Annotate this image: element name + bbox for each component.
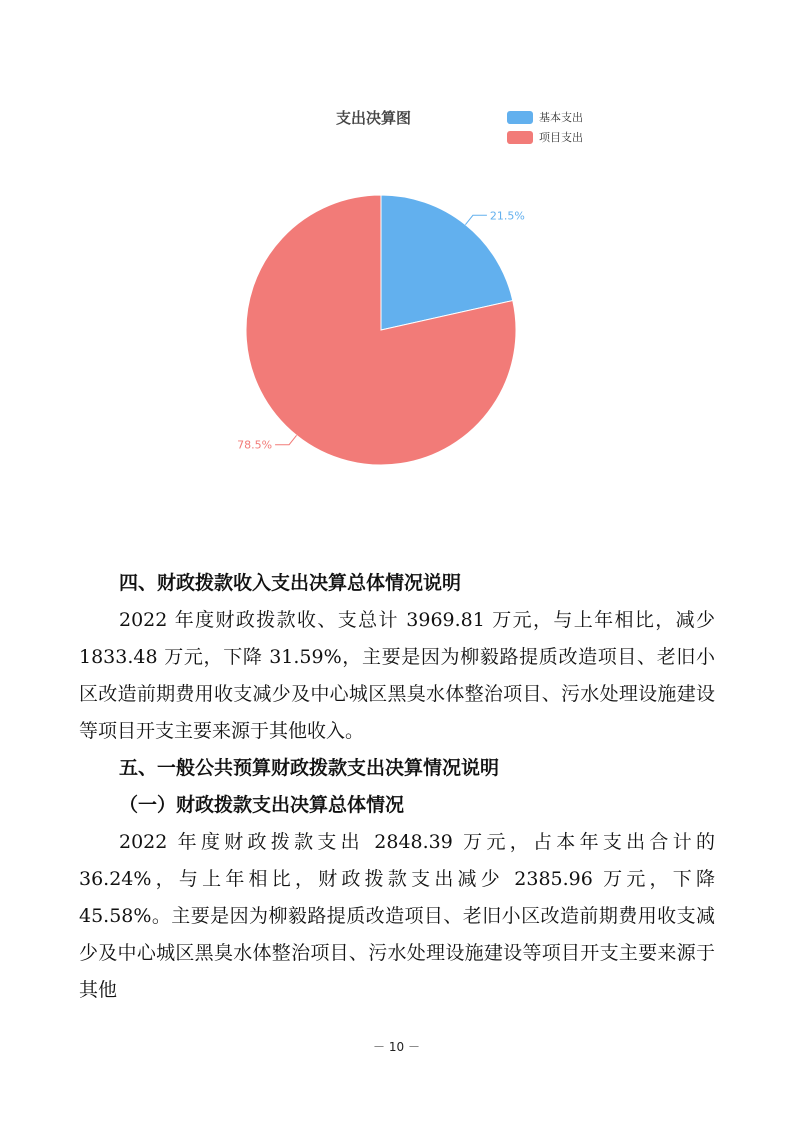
page-number: － 10 － bbox=[373, 1040, 420, 1054]
subsection1-heading: （一）财政拨款支出决算总体情况 bbox=[119, 794, 405, 816]
pie-label-basic: 21.5% bbox=[489, 209, 525, 223]
pie-label-project: 78.5% bbox=[237, 438, 273, 452]
pie-label-basic-leader bbox=[465, 215, 487, 224]
subsection1-paragraph: 2022 年度财政拨款支出 2848.39 万元，占本年支出合计的 36.24%，与上年相比，财政拨款支出减少 2385.96 万元，下降 45.58%。主要是因为柳毅路提质改造项目、老旧小区改造前期费用收支减少及中心城区黑臭水体整治项目、污水处理设施建设等项目开支主要来源于其他 bbox=[79, 831, 715, 1001]
pie-label-project-leader bbox=[275, 435, 297, 444]
legend-label-project: 项目支出 bbox=[539, 131, 583, 144]
section4-paragraph: 2022 年度财政拨款收、支总计 3969.81 万元，与上年相比，减少 1833.48 万元，下降 31.59%，主要是因为柳毅路提质改造项目、老旧小区改造前期费用收支减少及中心城区黑臭水体整治项目、污水处理设施建设等项目开支主要来源于其他收入。 bbox=[79, 609, 715, 742]
section5-heading: 五、一般公共预算财政拨款支出决算情况说明 bbox=[119, 757, 500, 779]
legend-label-basic: 基本支出 bbox=[539, 111, 583, 124]
chart-title: 支出决算图 bbox=[336, 109, 412, 127]
expenditure-pie-chart bbox=[200, 95, 640, 485]
document-body bbox=[79, 565, 715, 1009]
pie-svg bbox=[200, 95, 640, 485]
section4-heading: 四、财政拨款收入支出决算总体情况说明 bbox=[119, 572, 462, 594]
